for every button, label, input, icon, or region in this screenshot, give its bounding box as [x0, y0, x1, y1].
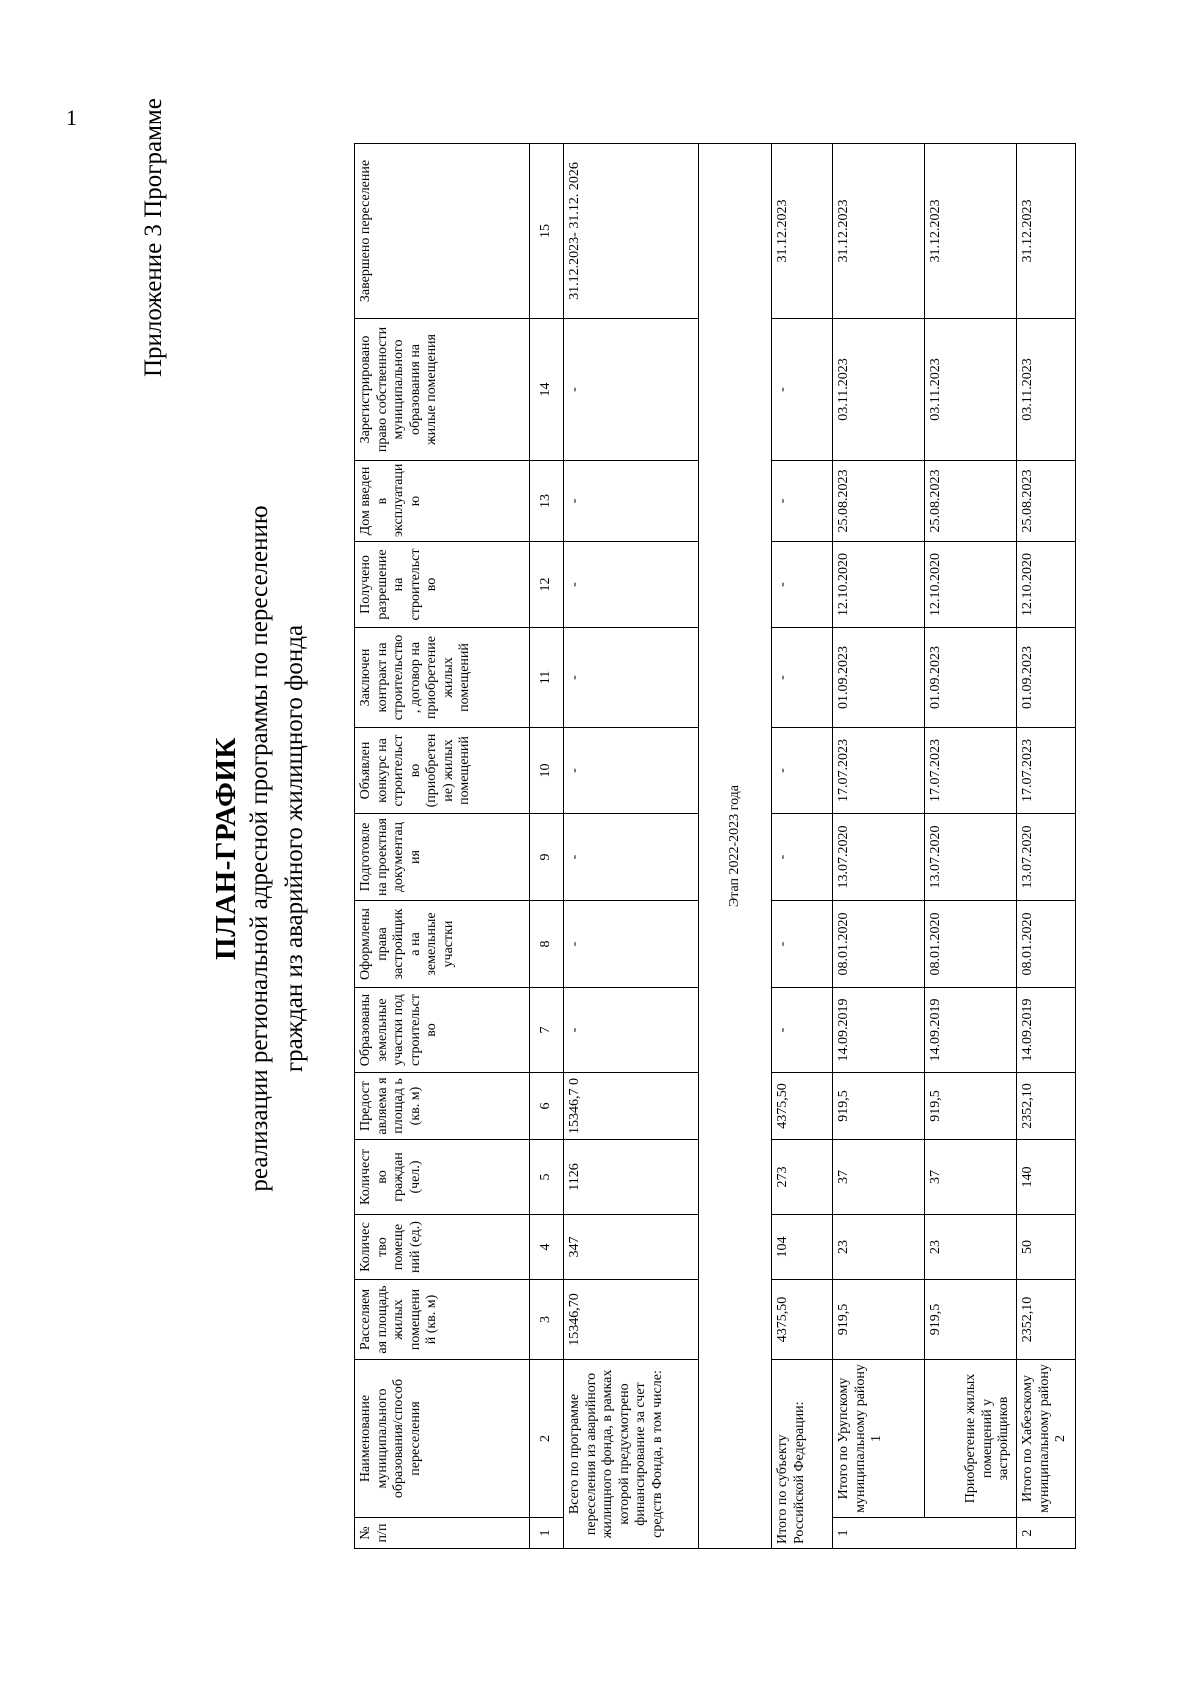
- stage-row: [699, 144, 772, 1549]
- table-cell: 2352,10: [1017, 1073, 1076, 1140]
- table-cell: 08.01.2020: [1017, 901, 1076, 988]
- table-cell: 273: [772, 1140, 833, 1215]
- table-cell: 15346,70: [564, 1280, 699, 1360]
- column-number: 8: [530, 901, 564, 988]
- table-cell: 31.12.2023: [925, 144, 1017, 319]
- document-subtitle-line-1: реализации региональной адресной программы по переселению: [246, 505, 273, 1192]
- subject-total-row: [772, 144, 833, 1549]
- table-cell: 12.10.2020: [833, 542, 925, 628]
- table-cell: 919,5: [925, 1280, 1017, 1360]
- column-header: Получено разрешение на строительст во: [355, 542, 530, 628]
- column-header: Дом введен в эксплуатаци ю: [355, 461, 530, 542]
- table-cell: 919,5: [833, 1073, 925, 1140]
- table-cell: 140: [1017, 1140, 1076, 1215]
- column-number: 14: [530, 319, 564, 461]
- column-number: 6: [530, 1073, 564, 1140]
- column-header: Расселяем ая площадь жилых помещени й (кв. м): [355, 1280, 530, 1360]
- column-numbers-row: [530, 144, 564, 1549]
- table-cell: 01.09.2023: [1017, 628, 1076, 728]
- table-cell: 01.09.2023: [833, 628, 925, 728]
- table-cell: 14.09.2019: [1017, 988, 1076, 1073]
- table-cell: 08.01.2020: [925, 901, 1017, 988]
- column-number: 13: [530, 461, 564, 542]
- table-cell: 25.08.2023: [1017, 461, 1076, 542]
- table-cell: -: [772, 988, 833, 1073]
- column-number: 2: [530, 1360, 564, 1518]
- table-cell: 4375,50: [772, 1073, 833, 1140]
- table-cell: -: [772, 461, 833, 542]
- column-number: 15: [530, 144, 564, 319]
- appendix-label: Приложение 3 Программе: [140, 98, 167, 377]
- column-number: 7: [530, 988, 564, 1073]
- column-number: 1: [530, 1518, 564, 1549]
- column-header: Оформлены права застройщик а на земельные участки: [355, 901, 530, 988]
- stage-label: Этап 2022-2023 года: [699, 144, 772, 1549]
- program-total-row: [564, 144, 699, 1549]
- table-cell: 17.07.2023: [833, 728, 925, 814]
- table-cell: 03.11.2023: [925, 319, 1017, 461]
- table-cell: 17.07.2023: [925, 728, 1017, 814]
- row-number: 1: [833, 1518, 1017, 1549]
- table-subrow: [925, 144, 1017, 1549]
- column-header: № п/п: [355, 1518, 530, 1549]
- row-name: Всего по программе переселения из аварийного жилищного фонда, в рамках которой предусмотрено финансирование за счет средств Фонда, в том числе:: [564, 1360, 699, 1549]
- document-title: ПЛАН-ГРАФИК: [210, 737, 242, 960]
- table-cell: -: [564, 901, 699, 988]
- table-cell: 104: [772, 1215, 833, 1280]
- table-cell: 03.11.2023: [833, 319, 925, 461]
- table-cell: 31.12.2023- 31.12. 2026: [564, 144, 699, 319]
- column-header: Зарегистрировано право собственности муниципального образования на жилые помещения: [355, 319, 530, 461]
- row-number: 2: [1017, 1518, 1076, 1549]
- column-header: Образованы земельные участки под строительст во: [355, 988, 530, 1073]
- column-header: Предост авляема я площад ь (кв. м): [355, 1073, 530, 1140]
- table-cell: 13.07.2020: [925, 814, 1017, 901]
- header-row: [355, 144, 530, 1549]
- table-cell: 50: [1017, 1215, 1076, 1280]
- row-name: Итого по Урупскому муниципальному району 1: [833, 1360, 925, 1518]
- table-cell: 4375,50: [772, 1280, 833, 1360]
- column-header: Завершено переселение: [355, 144, 530, 319]
- column-header: Наименование муниципального образования/способ переселения: [355, 1360, 530, 1518]
- column-number: 11: [530, 628, 564, 728]
- table-cell: 14.09.2019: [833, 988, 925, 1073]
- row-name: Приобретение жилых помещений у застройщиков: [925, 1360, 1017, 1518]
- table-cell: 919,5: [833, 1280, 925, 1360]
- document-subtitle-line-2: граждан из аварийного жилищного фонда: [281, 624, 308, 1073]
- table-cell: 15346,7 0: [564, 1073, 699, 1140]
- table-cell: 12.10.2020: [925, 542, 1017, 628]
- column-header: Объявлен конкурс на строительст во (приобретен ие) жилых помещений: [355, 728, 530, 814]
- table-cell: 31.12.2023: [772, 144, 833, 319]
- table-cell: 31.12.2023: [1017, 144, 1076, 319]
- table-cell: 1126: [564, 1140, 699, 1215]
- column-number: 4: [530, 1215, 564, 1280]
- table-cell: 347: [564, 1215, 699, 1280]
- table-cell: -: [772, 628, 833, 728]
- table-cell: -: [564, 542, 699, 628]
- table-cell: 37: [925, 1140, 1017, 1215]
- table-cell: 919,5: [925, 1073, 1017, 1140]
- table-cell: -: [772, 319, 833, 461]
- table-cell: 12.10.2020: [1017, 542, 1076, 628]
- table-cell: 08.01.2020: [833, 901, 925, 988]
- row-name: Итого по субъекту Российской Федерации:: [772, 1360, 833, 1549]
- column-number: 10: [530, 728, 564, 814]
- row-name: Итого по Хабезскому муниципальному району 2: [1017, 1360, 1076, 1518]
- table-cell: 13.07.2020: [1017, 814, 1076, 901]
- table-cell: 25.08.2023: [925, 461, 1017, 542]
- column-number: 9: [530, 814, 564, 901]
- table-cell: 23: [833, 1215, 925, 1280]
- table-cell: 2352,10: [1017, 1280, 1076, 1360]
- table-cell: 31.12.2023: [833, 144, 925, 319]
- table-cell: -: [772, 901, 833, 988]
- column-header: Количест во граждан (чел.): [355, 1140, 530, 1215]
- page-number: 1: [66, 105, 77, 130]
- table-cell: 03.11.2023: [1017, 319, 1076, 461]
- table-cell: 37: [833, 1140, 925, 1215]
- table-cell: -: [564, 461, 699, 542]
- column-header: Количес тво помеще ний (ед.): [355, 1215, 530, 1280]
- table-cell: -: [564, 988, 699, 1073]
- table-cell: -: [564, 728, 699, 814]
- table-cell: -: [564, 319, 699, 461]
- table-cell: -: [772, 728, 833, 814]
- table-cell: 01.09.2023: [925, 628, 1017, 728]
- table-cell: 13.07.2020: [833, 814, 925, 901]
- table-cell: -: [564, 814, 699, 901]
- column-number: 3: [530, 1280, 564, 1360]
- column-number: 5: [530, 1140, 564, 1215]
- table-cell: 25.08.2023: [833, 461, 925, 542]
- schedule-table: [354, 143, 1076, 1549]
- table-row: [833, 144, 925, 1549]
- table-cell: 23: [925, 1215, 1017, 1280]
- table-row: [1017, 144, 1076, 1549]
- table-cell: -: [772, 542, 833, 628]
- column-number: 12: [530, 542, 564, 628]
- table-cell: 14.09.2019: [925, 988, 1017, 1073]
- column-header: Подготовле на проектная документац ия: [355, 814, 530, 901]
- column-header: Заключен контракт на строительство , договор на приобретение жилых помещений: [355, 628, 530, 728]
- table-cell: -: [772, 814, 833, 901]
- table-cell: 17.07.2023: [1017, 728, 1076, 814]
- table-cell: -: [564, 628, 699, 728]
